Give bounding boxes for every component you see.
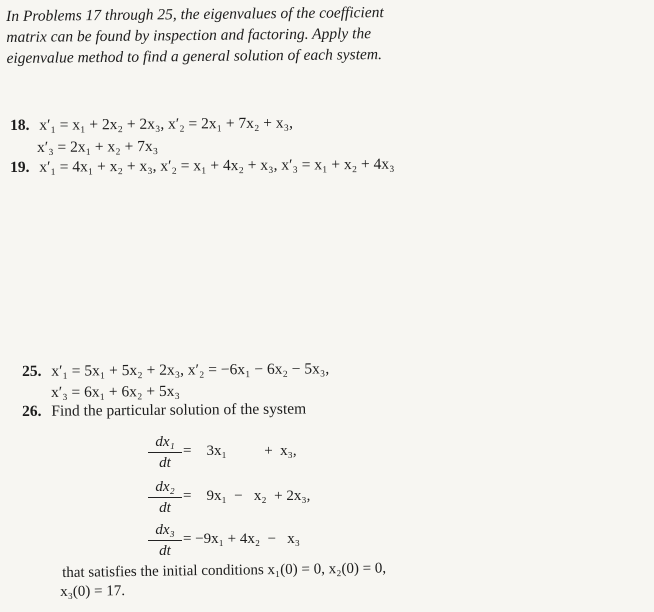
equation-line: x′₃ = 6x₁ + 6x₂ + 5x₃ (51, 382, 180, 401)
instructions-line-3: eigenvalue method to find a general solution of each system. (6, 46, 382, 67)
instructions-line-2: matrix can be found by inspection and factoring. Apply the (6, 25, 372, 46)
fraction-denominator: dt (159, 500, 171, 516)
problem-18 (10, 114, 293, 136)
problem-25 (22, 359, 329, 382)
problem-18-continued (37, 137, 158, 158)
initial-conditions-line-2: x₃(0) = 17. (60, 583, 126, 600)
derivative-fraction-1 (148, 433, 182, 472)
problem-statement: Find the particular solution of the system (51, 400, 307, 420)
problem-number: 26. (22, 402, 42, 420)
instructions-paragraph (6, 2, 417, 69)
equation-line: x′₁ = 4x₁ + x₂ + x₃, x′₂ = x₁ + 4x₂ + x₃, x′₃ = x₁ + x₂ + 4x₃ (39, 155, 395, 176)
derivative-fraction-2 (148, 478, 182, 517)
fraction-denominator: dt (159, 543, 171, 559)
problem-19 (10, 155, 395, 178)
fraction-numerator: dx₂ (148, 478, 182, 498)
fraction-numerator: dx₁ (148, 433, 182, 453)
initial-conditions-line-1: that satisfies the initial conditions x₁(0) = 0, x₂(0) = 0, (62, 560, 387, 581)
equation-line: x′₁ = x₁ + 2x₂ + 2x₃, x′₂ = 2x₁ + 7x₂ + x₃, (39, 114, 293, 134)
equation-line: x′₁ = 5x₁ + 5x₂ + 2x₃, x′₂ = −6x₁ − 6x₂ − 5x₃, (51, 360, 330, 380)
problem-number: 18. (10, 116, 30, 134)
problem-number: 25. (22, 362, 42, 380)
problem-number: 19. (10, 158, 30, 176)
equation-rhs-1: = 3x₁ + x₃, (183, 443, 297, 459)
fraction-denominator: dt (159, 455, 171, 471)
problem-26 (22, 400, 306, 422)
instructions-line-1: In Problems 17 through 25, the eigenvalues of the coefficient (6, 4, 384, 25)
derivative-fraction-3 (148, 521, 182, 560)
equation-rhs-3: = −9x₁ + 4x₂ − x₃ (183, 531, 301, 547)
equation-rhs-2: = 9x₁ − x₂ + 2x₃, (183, 488, 311, 504)
equation-line: x′₃ = 2x₁ + x₂ + 7x₃ (37, 137, 159, 156)
fraction-numerator: dx₃ (148, 521, 182, 541)
